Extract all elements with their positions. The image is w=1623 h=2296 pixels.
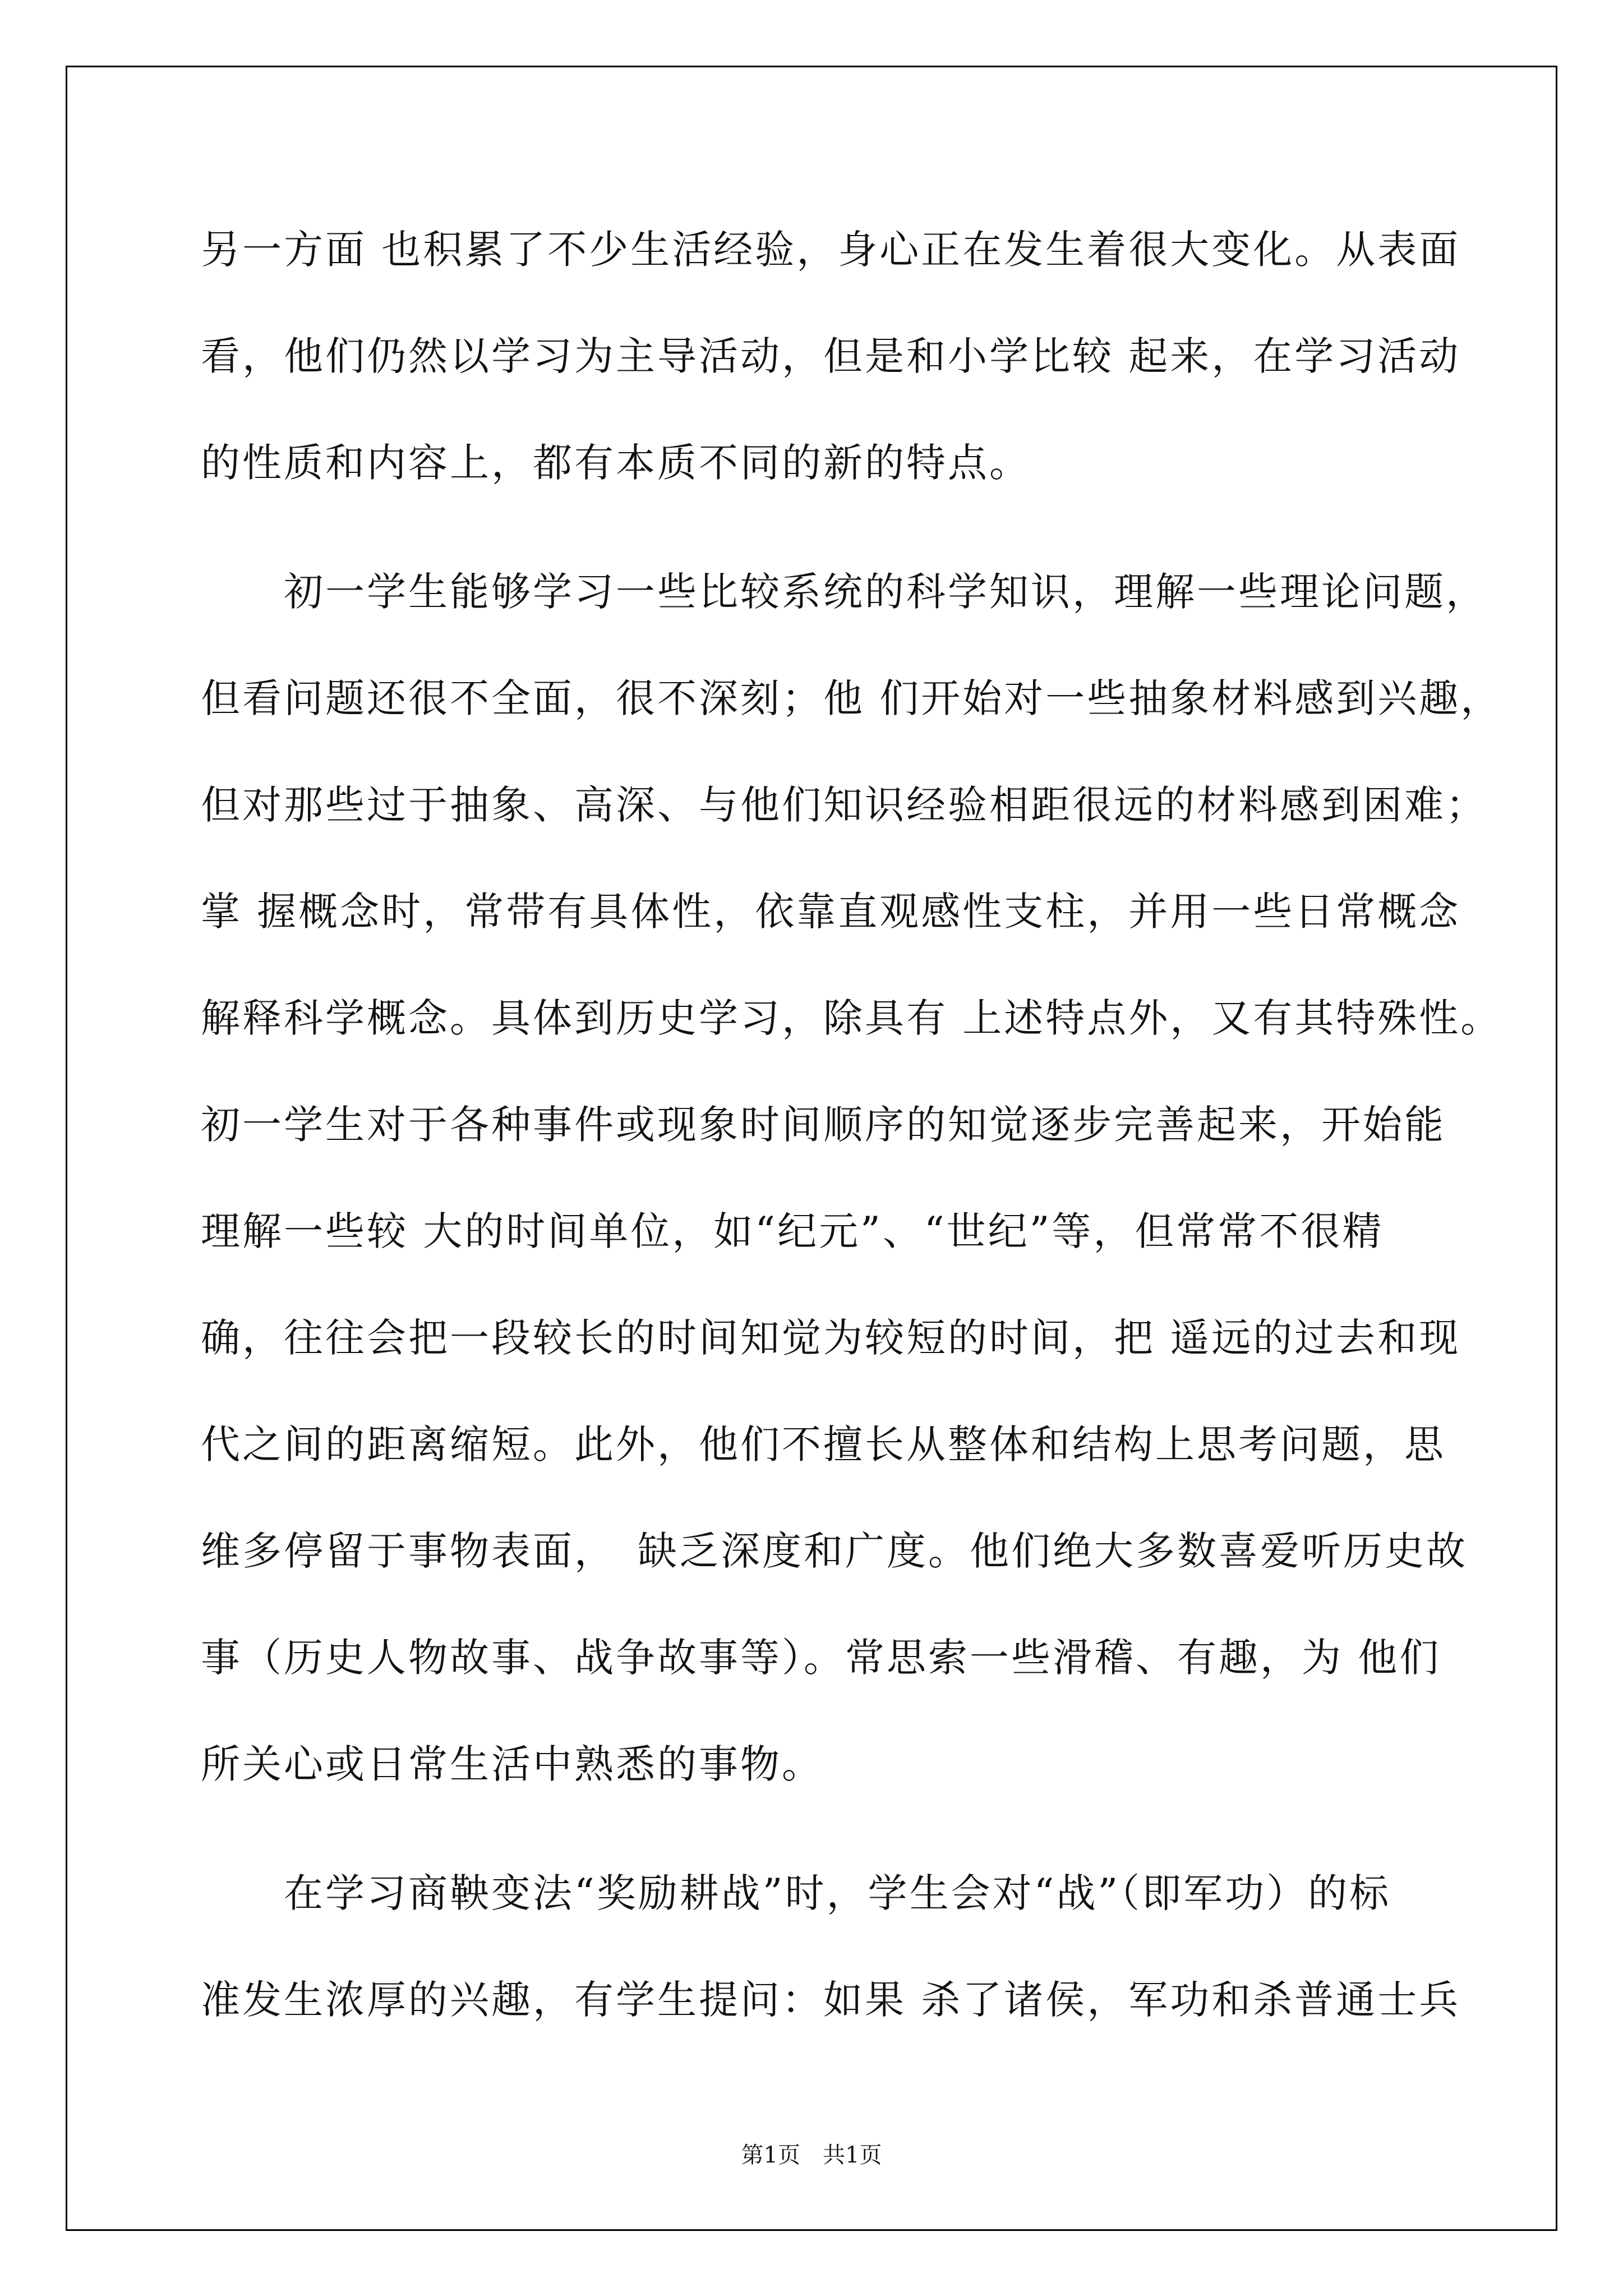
text-line: 另一方面 也积累了不少生活经验，身心正在发生着很大变化。从表面	[201, 227, 1461, 273]
text-line: 看，他们仍然以学习为主导活动，但是和小学比较 起来，在学习活动	[201, 333, 1461, 379]
text-line: 解释科学概念。具体到历史学习，除具有 上述特点外，又有其特殊性。	[201, 995, 1502, 1041]
text-line: 准发生浓厚的兴趣，有学生提问：如果 杀了诸侯，军功和杀普通士兵	[201, 1977, 1461, 2023]
text-line: 确，往往会把一段较长的时间知觉为较短的时间，把 遥远的过去和现	[201, 1315, 1461, 1361]
text-line: 维多停留于事物表面， 缺乏深度和广度。他们绝大多数喜爱听历史故	[201, 1528, 1468, 1574]
text-line: 事（历史人物故事、战争故事等）。常思索一些滑稽、有趣，为 他们	[201, 1635, 1441, 1681]
text-line: 初一学生对于各种事件或现象时间顺序的知觉逐步完善起来，开始能	[201, 1102, 1446, 1148]
text-line: 初一学生能够学习一些比较系统的科学知识，理解一些理论问题，	[201, 569, 1487, 615]
text-line: 理解一些较 大的时间单位，如“纪元”、“世纪”等，但常常不很精	[201, 1208, 1384, 1254]
paragraph	[201, 216, 1461, 536]
paragraph	[201, 558, 1502, 1837]
text-line: 掌 握概念时，常带有具体性，依靠直观感性支柱，并用一些日常概念	[201, 889, 1461, 935]
text-line: 所关心或日常生活中熟悉的事物。	[201, 1741, 823, 1787]
text-line: 在学习商鞅变法“奖励耕战”时，学生会对“战”（即军功）的标	[201, 1870, 1391, 1916]
text-line: 的性质和内容上，都有本质不同的新的特点。	[201, 440, 1031, 486]
page-number-footer: 第1页 共1页	[741, 2142, 882, 2168]
text-line: 代之间的距离缩短。此外，他们不擅长从整体和结构上思考问题，思	[201, 1421, 1446, 1467]
text-line: 但对那些过于抽象、高深、与他们知识经验相距很远的材料感到困难；	[201, 782, 1487, 828]
text-line: 但看问题还很不全面，很不深刻；他 们开始对一些抽象材料感到兴趣，	[201, 675, 1502, 721]
document-body	[201, 216, 1502, 2073]
paragraph	[201, 1860, 1461, 2073]
